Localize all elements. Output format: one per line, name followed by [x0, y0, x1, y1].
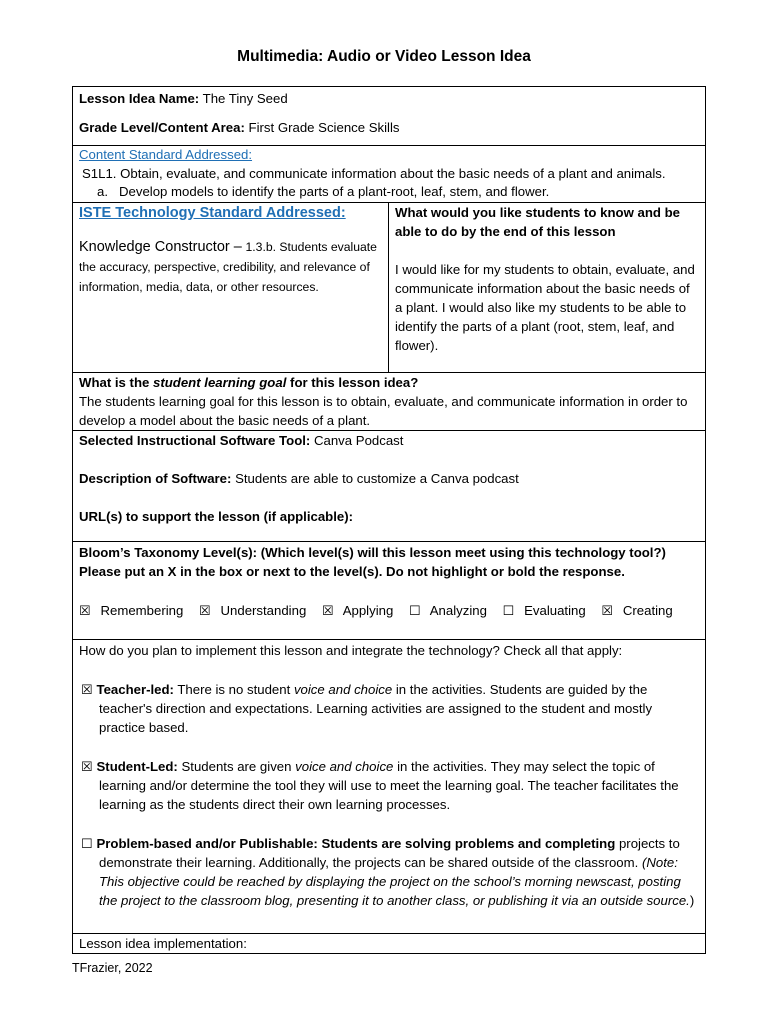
bloom-level-applying[interactable] — [322, 603, 399, 618]
option-italic: voice and choice — [293, 682, 393, 697]
bloom-level-analyzing[interactable] — [409, 603, 493, 618]
option-text: projects to demonstrate their learning. Additionally, the projects can be shared outside of the classroom. — [99, 836, 680, 870]
option-note: (Note: This objective could be reached by displaying the project on the school’s morning newscast, posting the project to the classroom blog, presenting it to another class, or publishing it via an outside source. — [99, 855, 690, 908]
bloom-question-1: Bloom’s Taxonomy Level(s): (Which level(s) will this lesson meet using this technology tool?) — [79, 545, 666, 560]
bloom-level-evaluating[interactable] — [503, 603, 592, 618]
implementation-final-label: Lesson idea implementation: — [73, 934, 706, 954]
implementation-row — [73, 640, 706, 934]
option-text: in the activities. Students are guided by the teacher's direction and expectations. Learning activities are assigned to the student and mostly practice based. — [99, 682, 653, 735]
option-label: Student-Led: — [96, 759, 178, 774]
software-row — [73, 431, 706, 542]
iste-standard — [79, 237, 382, 297]
checkbox-icon[interactable]: ☒ — [199, 603, 211, 618]
implementation-final-row — [73, 934, 706, 954]
checkbox-icon[interactable]: ☒ — [601, 603, 614, 618]
option-label: Teacher-led: — [96, 682, 174, 697]
implementation-question: How do you plan to implement this lesson and integrate the technology? Check all that apply: — [79, 643, 623, 658]
checkbox-icon[interactable]: ☐ — [408, 603, 421, 618]
option-problem-based — [79, 834, 699, 910]
lesson-name-label: Lesson Idea Name: — [79, 91, 200, 106]
bloom-label: Understanding — [220, 603, 307, 618]
bloom-label: Applying — [342, 603, 394, 618]
lesson-table — [72, 86, 706, 954]
goal-answer: The students learning goal for this lesson is to obtain, evaluate, and communicate information in order to develop a model about the basic needs of a plant. — [79, 394, 688, 428]
goal-q-prefix: What is the — [79, 375, 150, 390]
content-standard-heading[interactable]: Content Standard Addressed: — [79, 147, 253, 162]
checkbox-icon[interactable]: ☒ — [81, 682, 93, 697]
checkbox-icon[interactable]: ☒ — [321, 603, 334, 618]
outcomes-cell — [389, 203, 706, 373]
list-marker: a. — [97, 184, 108, 199]
grade-level — [79, 118, 699, 137]
outcomes-question: What would you like students to know and be able to do by the end of this lesson — [395, 205, 681, 239]
content-standard-item — [79, 183, 699, 202]
goal-q-suffix: for this lesson idea? — [290, 375, 419, 390]
bloom-level-understanding[interactable] — [199, 603, 312, 618]
option-text: There is no student — [177, 682, 291, 697]
option-label: Problem-based and/or Publishable: Students are solving problems and completing — [96, 836, 616, 851]
option-text: Students are given — [181, 759, 292, 774]
lesson-name-value: The Tiny Seed — [202, 91, 288, 106]
checkbox-icon[interactable]: ☒ — [79, 603, 91, 618]
content-standard-line: S1L1. Obtain, evaluate, and communicate information about the basic needs of a plant and animals. — [82, 165, 666, 181]
checkbox-icon[interactable]: ☐ — [502, 603, 515, 618]
lesson-name — [79, 89, 699, 108]
iste-cell — [73, 203, 389, 373]
bloom-level-remembering[interactable] — [79, 603, 189, 618]
goal-q-italic: student learning goal — [153, 375, 287, 390]
bloom-levels — [79, 601, 699, 620]
content-standard-row — [73, 146, 706, 203]
bloom-question-2: Please put an X in the box or next to the level(s). Do not highlight or bold the response. — [79, 564, 625, 579]
footer-author: TFrazier, 2022 — [72, 961, 153, 975]
document-title: Multimedia: Audio or Video Lesson Idea — [237, 48, 531, 65]
grade-level-label: Grade Level/Content Area: — [79, 120, 245, 135]
iste-standard-text: 1.3.b. Students evaluate the accuracy, perspective, credibility, and relevance of information, media, data, or other resources. — [79, 240, 377, 294]
checkbox-icon[interactable]: ☐ — [81, 836, 93, 851]
software-tool-label: Selected Instructional Software Tool: — [79, 433, 311, 448]
software-tool-value: Canva Podcast — [313, 433, 404, 448]
option-italic: voice and choice — [295, 759, 394, 774]
lesson-info-row — [73, 87, 706, 146]
software-desc-label: Description of Software: — [79, 471, 232, 486]
outcomes-answer: I would like for my students to obtain, evaluate, and communicate information about the basic needs of a plant. I would also like my students to be able to identify the parts of a plant (root, stem, leaf, and flower). — [395, 262, 695, 353]
bloom-label: Evaluating — [524, 603, 586, 618]
option-student-led — [79, 757, 699, 814]
bloom-label: Remembering — [100, 603, 184, 618]
bloom-row — [73, 542, 706, 640]
goal-question — [79, 373, 699, 392]
bloom-label: Creating — [622, 603, 673, 618]
iste-standard-name: Knowledge Constructor – — [79, 239, 242, 255]
grade-level-value: First Grade Science Skills — [248, 120, 400, 135]
standards-row — [73, 203, 706, 373]
list-item-text: Develop models to identify the parts of a plant-root, leaf, stem, and flower. — [119, 184, 550, 199]
iste-heading[interactable]: ISTE Technology Standard Addressed: — [79, 205, 346, 221]
learning-goal-row — [73, 373, 706, 431]
software-description — [79, 469, 699, 488]
bloom-label: Analyzing — [429, 603, 487, 618]
software-tool — [79, 431, 699, 450]
software-desc-value: Students are able to customize a Canva podcast — [235, 471, 519, 486]
software-url-label: URL(s) to support the lesson (if applicable): — [79, 509, 354, 524]
option-teacher-led — [79, 680, 699, 737]
bloom-level-creating[interactable] — [601, 603, 678, 618]
checkbox-icon[interactable]: ☒ — [81, 759, 93, 774]
option-text: in the activities. They may select the topic of learning and/or determine the tool they will use to meet the learning goal. The teacher facilitates the learning as the students direct their own learning processes. — [99, 759, 679, 812]
option-close-paren: ) — [689, 893, 695, 908]
